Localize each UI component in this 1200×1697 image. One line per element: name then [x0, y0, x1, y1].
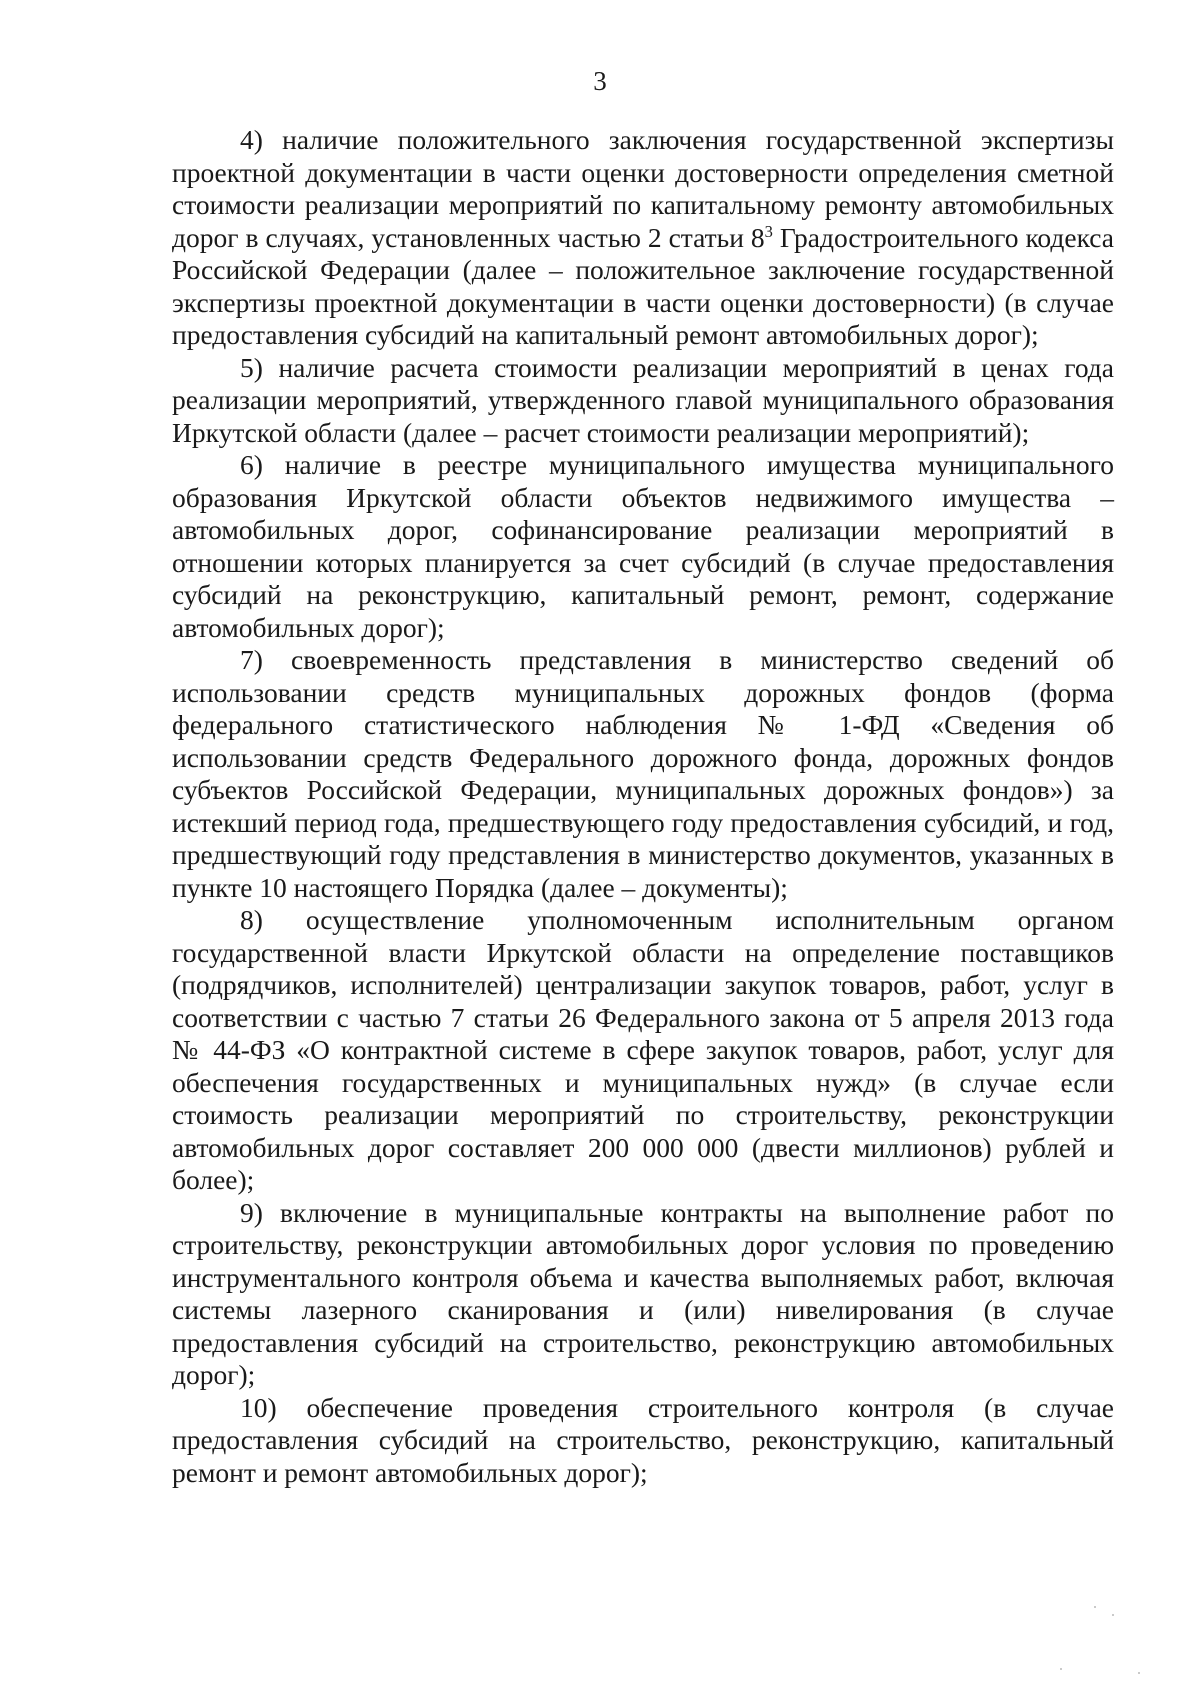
clause-4 [172, 124, 1114, 352]
scan-artifact [1094, 1606, 1096, 1608]
document-body [172, 124, 1114, 1489]
clause-4-text-continued: Градостроительного кодекса Российской Федерации (далее – положительное заключение государственной экспертизы проектной документации в части оценки достоверности) (в случае предоставления субсидий на капитальный ремонт автомобильных дорог); [172, 221, 1114, 350]
clause-10: 10) обеспечение проведения строительного контроля (в случае предоставления субсидий на строительство, реконструкцию, капитальный ремонт и ремонт автомобильных дорог); [172, 1391, 1114, 1488]
clause-4-text: 4) наличие положительного заключения государственной экспертизы проектной документации в части оценки достоверности определения сметной стоимости реализации мероприятий по капитальному ремонту автомобильных дорог в случаях, установленных частью 2 статьи 8 [172, 124, 1114, 253]
scan-artifact [1112, 1614, 1114, 1616]
page-number: 3 [593, 66, 607, 96]
clause-6: 6) наличие в реестре муниципального имущества муниципального образования Иркутской области объектов недвижимого имущества – автомобильных дорог, софинансирование реализации мероприятий в отношении которых планируется за счет субсидий (в случае предоставления субсидий на реконструкцию, капитальный ремонт, ремонт, содержание автомобильных дорог); [172, 449, 1114, 643]
superscript: 3 [764, 221, 773, 241]
scan-artifact [1060, 1668, 1062, 1670]
clause-7: 7) своевременность представления в министерство сведений об использовании средств муниципальных дорожных фондов (форма федерального статистического наблюдения № 1-ФД «Сведения об использовании средств Федерального дорожного фонда, дорожных фондов субъектов Российской Федерации, муниципальных дорожных фондов») за истекший период года, предшествующего году предоставления субсидий, и год, предшествующий году представления в министерство документов, указанных в пункте 10 настоящего Порядка (далее – документы); [172, 644, 1114, 903]
clause-9: 9) включение в муниципальные контракты на выполнение работ по строительству, реконструкции автомобильных дорог условия по проведению инструментального контроля объема и качества выполняемых работ, включая системы лазерного сканирования и (или) нивелирования (в случае предоставления субсидий на строительство, реконструкцию автомобильных дорог); [172, 1196, 1114, 1390]
scan-artifact [1138, 1672, 1140, 1674]
clause-8: 8) осуществление уполномоченным исполнительным органом государственной власти Иркутской области на определение поставщиков (подрядчиков, исполнителей) централизации закупок товаров, работ, услуг в соответствии с частью 7 статьи 26 Федерального закона от 5 апреля 2013 года № 44-ФЗ «О контрактной системе в сфере закупок товаров, работ, услуг для обеспечения государственных и муниципальных нужд» (в случае если стоимость реализации мероприятий по строительству, реконструкции автомобильных дорог составляет 200 000 000 (двести миллионов) рублей и более); [172, 904, 1114, 1195]
clause-5: 5) наличие расчета стоимости реализации мероприятий в ценах года реализации мероприятий, утвержденного главой муниципального образования Иркутской области (далее – расчет стоимости реализации мероприятий); [172, 351, 1114, 448]
